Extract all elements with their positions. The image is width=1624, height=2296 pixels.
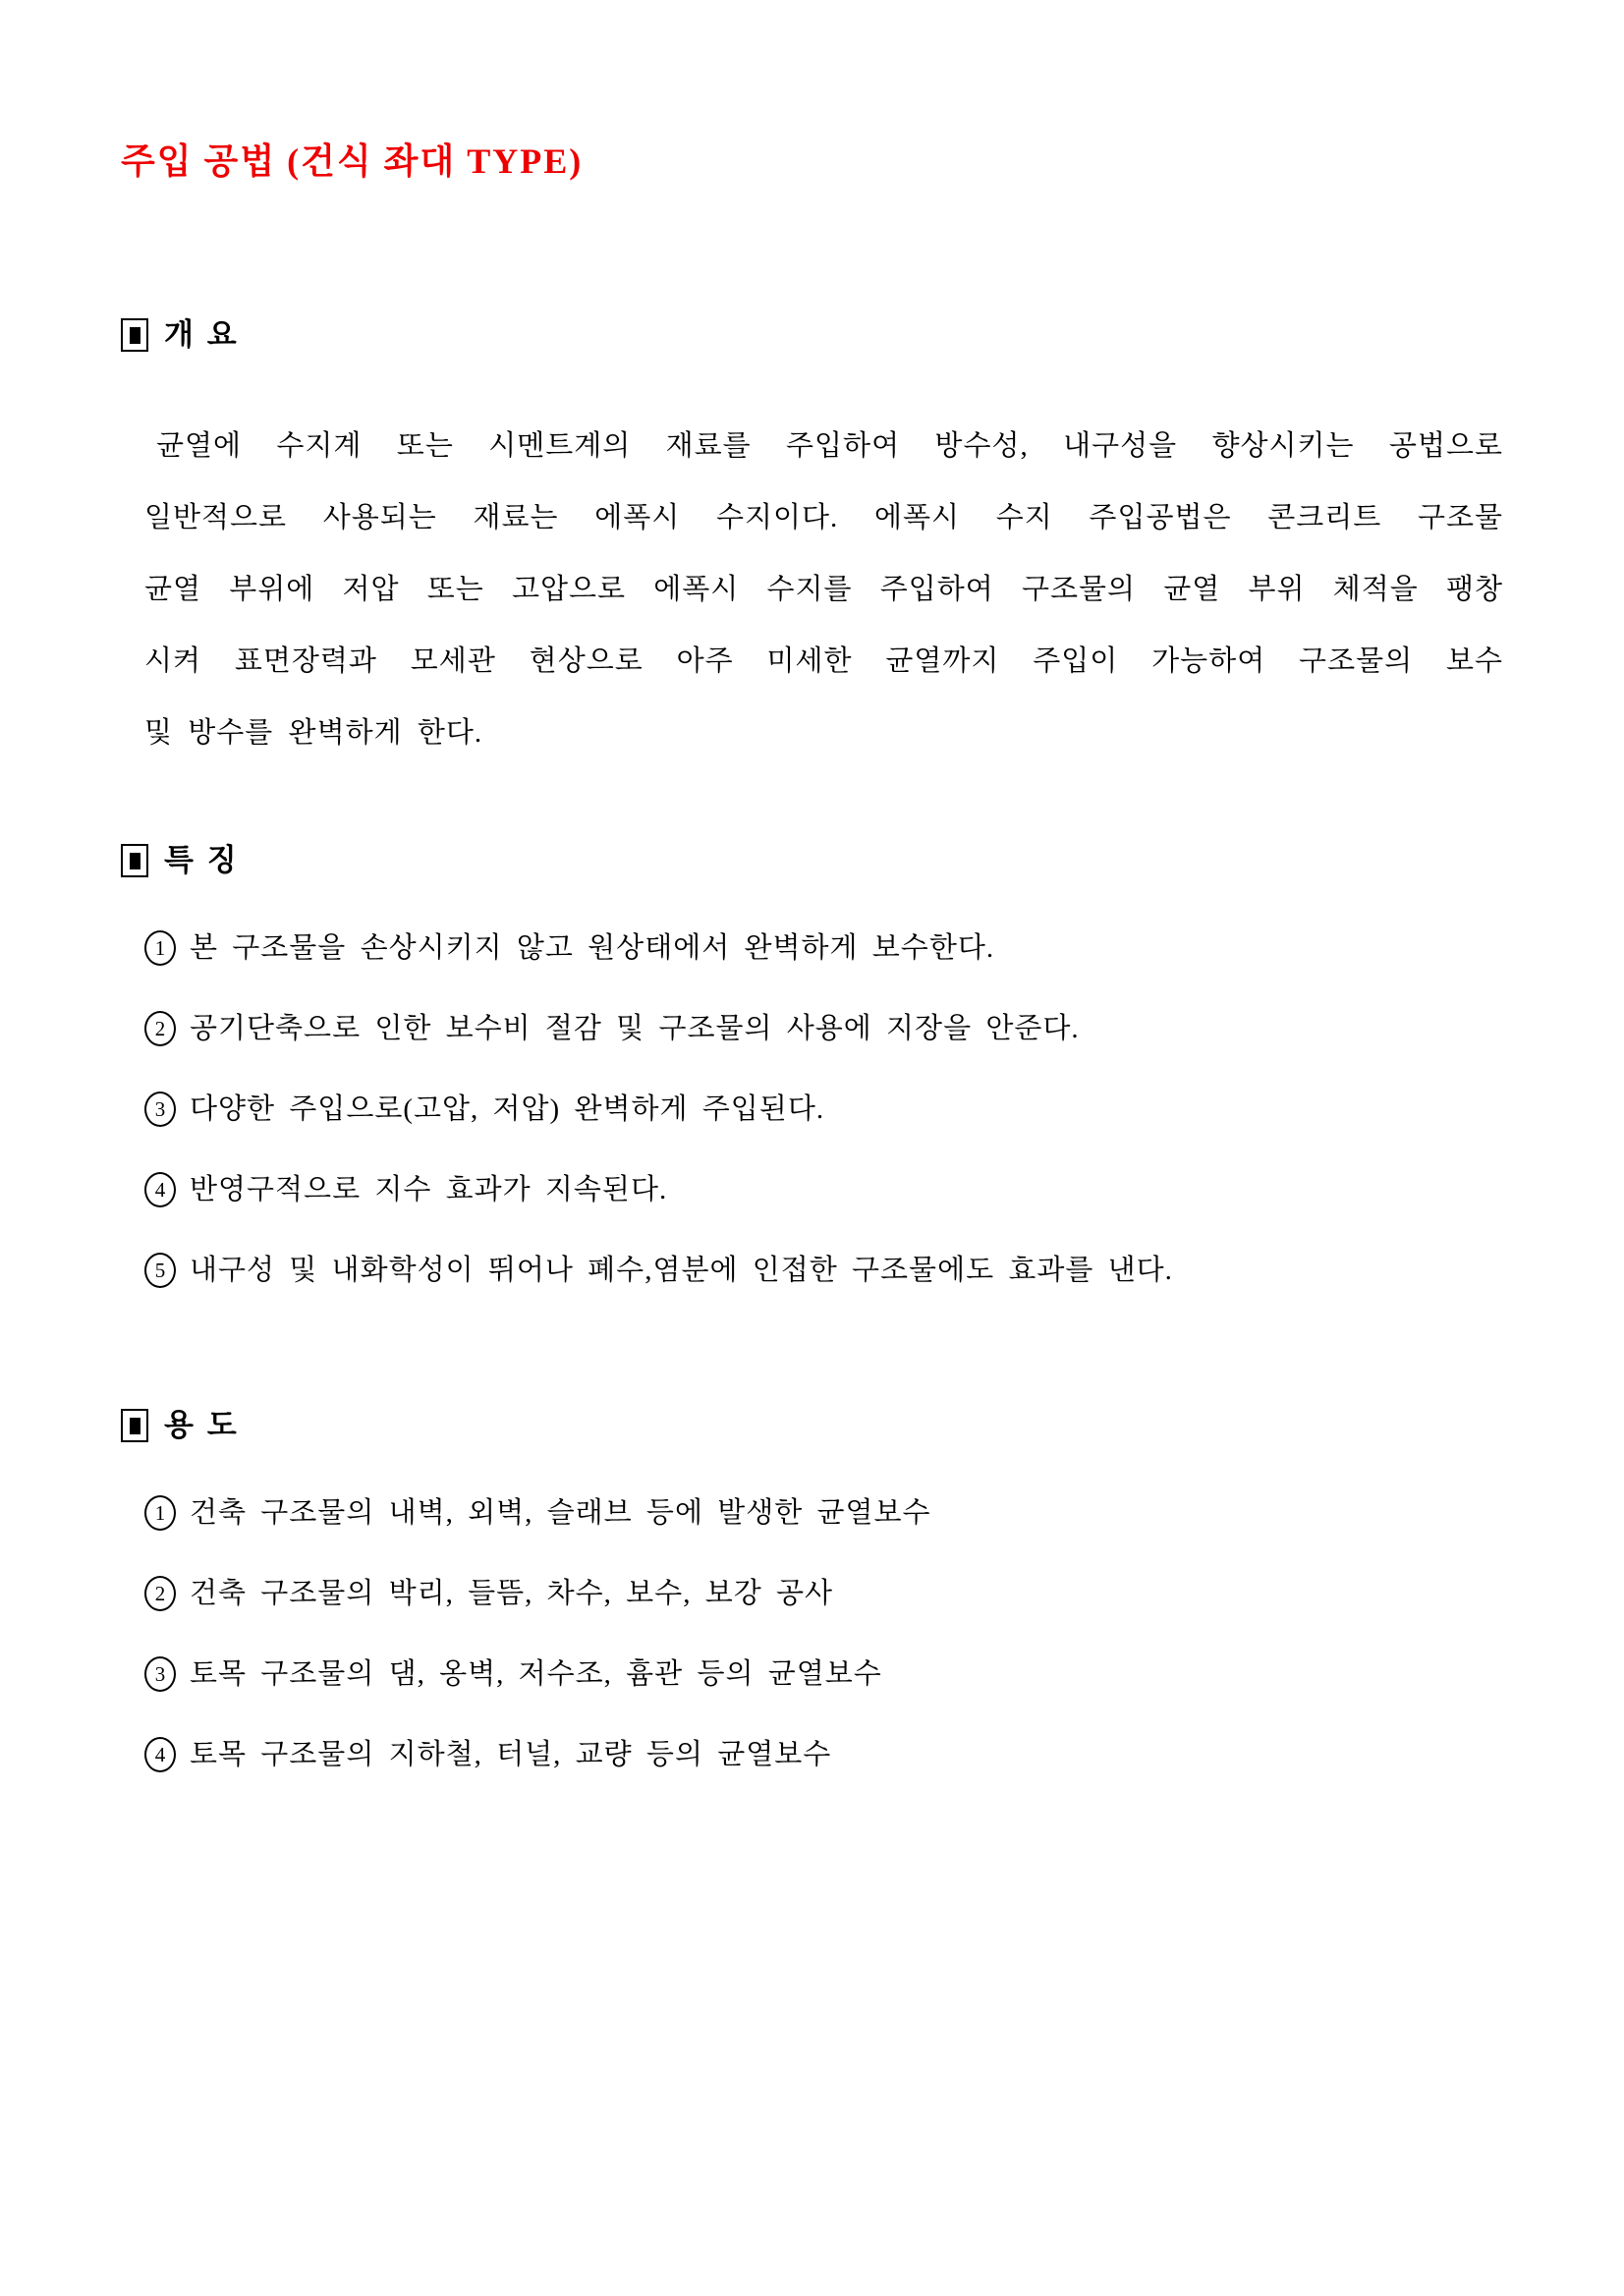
- circled-number-icon: 4: [144, 1737, 176, 1772]
- section-bullet-icon: [121, 844, 148, 877]
- section-heading-overview: [121, 314, 1503, 356]
- list-item-text: 반영구적으로 지수 효과가 지속된다.: [190, 1174, 668, 1205]
- list-item-text: 본 구조물을 손상시키지 않고 원상태에서 완벽하게 보수한다.: [190, 932, 995, 964]
- overview-body: [121, 411, 1503, 769]
- paragraph-line: 시켜 표면장력과 모세관 현상으로 아주 미세한 균열까지 주입이 가능하여 구조물의 보수: [144, 645, 1503, 677]
- list-item: [144, 1735, 1503, 1774]
- list-item-text: 건축 구조물의 내벽, 외벽, 슬래브 등에 발생한 균열보수: [190, 1497, 931, 1529]
- section-heading-uses: [121, 1405, 1503, 1446]
- paragraph-line: 및 방수를 완벽하게 한다.: [144, 717, 483, 749]
- overview-paragraph: [144, 411, 1503, 769]
- section-heading-features: [121, 840, 1503, 881]
- list-item-text: 토목 구조물의 지하철, 터널, 교량 등의 균열보수: [190, 1739, 832, 1770]
- list-item-text: 공기단축으로 인한 보수비 절감 및 구조물의 사용에 지장을 안준다.: [190, 1013, 1080, 1044]
- circled-number-icon: 1: [144, 1495, 176, 1531]
- circled-number-icon: 4: [144, 1172, 176, 1207]
- list-item: [144, 1574, 1503, 1613]
- circled-number-icon: 3: [144, 1656, 176, 1692]
- section-heading-label: 용 도: [164, 1408, 240, 1442]
- circled-number-icon: 1: [144, 930, 176, 966]
- circled-number-icon: 5: [144, 1253, 176, 1288]
- paragraph-line: 일반적으로 사용되는 재료는 에폭시 수지이다. 에폭시 수지 주입공법은 콘크리트 구조물: [144, 502, 1503, 533]
- list-item: [144, 1090, 1503, 1129]
- section-heading-label: 개 요: [164, 317, 240, 352]
- circled-number-icon: 2: [144, 1011, 176, 1046]
- list-item-text: 내구성 및 내화학성이 뛰어나 폐수,염분에 인접한 구조물에도 효과를 낸다.: [190, 1255, 1173, 1286]
- list-item: [144, 1251, 1503, 1290]
- list-item: [144, 928, 1503, 968]
- paragraph-line: 균열 부위에 저압 또는 고압으로 에폭시 수지를 주입하여 구조물의 균열 부위 체적을 팽창: [144, 574, 1503, 605]
- features-list: [121, 928, 1503, 1290]
- list-item-text: 토목 구조물의 댐, 옹벽, 저수조, 흄관 등의 균열보수: [190, 1658, 882, 1690]
- circled-number-icon: 3: [144, 1092, 176, 1127]
- uses-list: [121, 1493, 1503, 1774]
- list-item-text: 건축 구조물의 박리, 들뜸, 차수, 보수, 보강 공사: [190, 1578, 834, 1609]
- section-bullet-icon: [121, 318, 148, 352]
- page-title: 주입 공법 (건식 좌대 TYPE): [121, 141, 584, 181]
- list-item: [144, 1654, 1503, 1694]
- list-item-text: 다양한 주입으로(고압, 저압) 완벽하게 주입된다.: [190, 1093, 825, 1125]
- list-item: [144, 1493, 1503, 1533]
- circled-number-icon: 2: [144, 1576, 176, 1611]
- list-item: [144, 1170, 1503, 1209]
- list-item: [144, 1009, 1503, 1048]
- paragraph-line: 균열에 수지계 또는 시멘트계의 재료를 주입하여 방수성, 내구성을 향상시키는 공법으로: [156, 430, 1503, 462]
- section-bullet-icon: [121, 1409, 148, 1442]
- section-heading-label: 특 징: [164, 843, 240, 877]
